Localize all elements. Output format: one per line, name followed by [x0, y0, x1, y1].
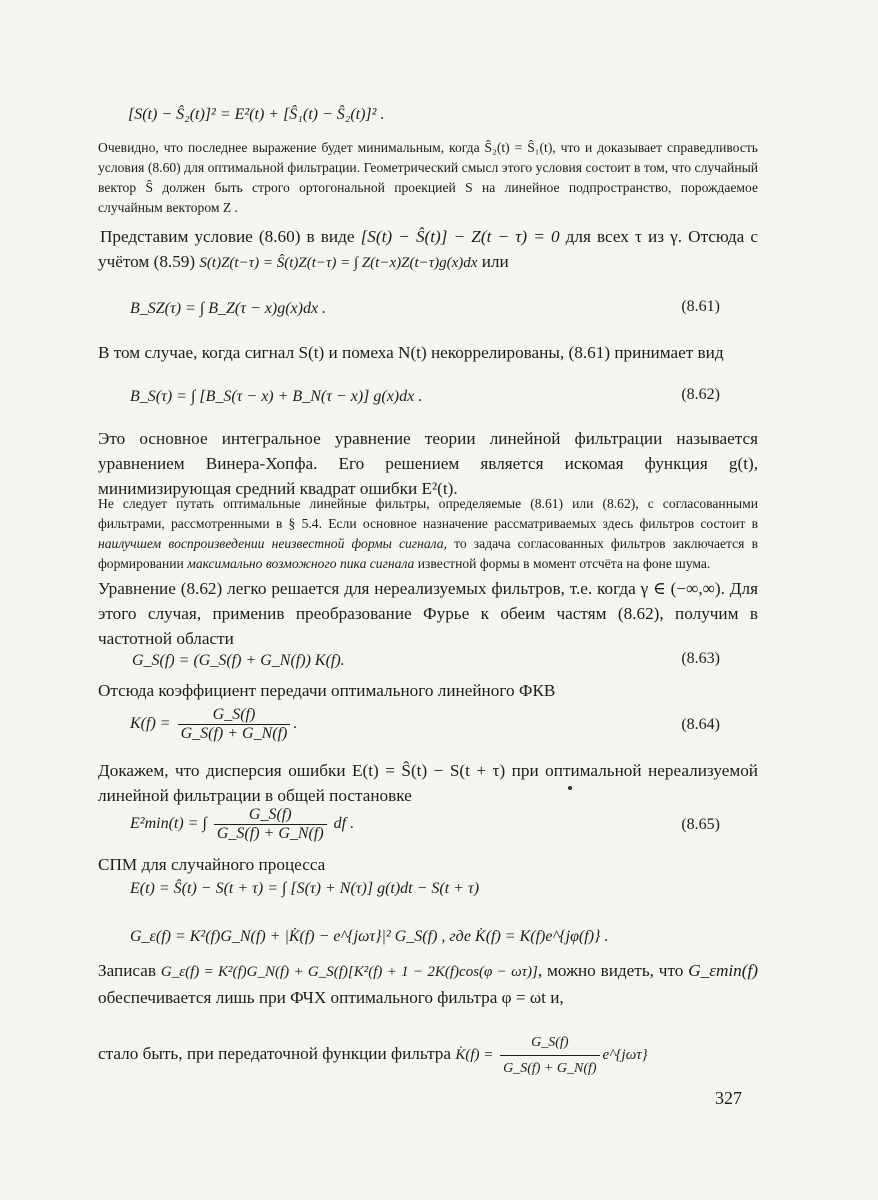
paragraph-4: Это основное интегральное уравнение теории линейной фильтрации называется уравнением Винера-Хопфа. Его решением является искомая функция g(t), минимизирующая средний квадрат ошибки E²(t). [98, 429, 758, 498]
equation-top: [S(t) − Ŝ₂(t)]² = E²(t) + [Ŝ₁(t) − Ŝ₂(t)]² . [128, 106, 385, 123]
equation-number: (8.61) [681, 298, 720, 315]
paragraph-10: Записав G_ε(f) = K²(f)G_N(f) + G_S(f)[K²(f) + 1 − 2K(f)cos(φ − ωτ)], можно видеть, что G_εmin(f) обеспечивается лишь при ФЧХ оптимального фильтра φ = ωt и, [98, 961, 758, 1007]
equation-number: (8.63) [681, 650, 720, 667]
equation-8-64: K(f) = $\frac{G\_S(f)}{G\_S(f) + G\_N(f)}$ . [130, 706, 298, 742]
equation-spectral-density: G_ε(f) = K²(f)G_N(f) + |K̇(f) − e^{jωτ}|² G_S(f) , где K̇(f) = K(f)e^{jφ(f)} . [130, 928, 609, 945]
equation-8-61: B_SZ(τ) = ∫ B_Z(τ − x)g(x)dx . [130, 300, 327, 317]
equation-8-62: B_S(τ) = ∫ [B_S(τ − x) + B_N(τ − x)] g(x)dx . [130, 388, 423, 405]
paragraph-7: Отсюда коэффициент передачи оптимального линейного ФКВ [98, 681, 556, 700]
paragraph-3: В том случае, когда сигнал S(t) и помеха N(t) некоррелированы, (8.61) принимает вид [98, 343, 724, 362]
inline-formula: G_εmin(f) [688, 961, 758, 980]
inline-formula: G_ε(f) = K²(f)G_N(f) + G_S(f)[K²(f) + 1 − 2K(f)cos(φ − ωτ)] [160, 964, 538, 980]
emphasis: максимально возможного пика сигнала [187, 556, 415, 571]
inline-formula: [S(t) − Ŝ(t)] − Z(t − τ) = 0 [360, 227, 560, 246]
paragraph-1: Очевидно, что последнее выражение будет минимальным, когда Ŝ₂(t) = Ŝ₁(t), что и доказывает справедливость условия (8.60) для оптимальной фильтрации. Геометрический смысл этого условия состоит в том, что случайный вектор Ŝ должен быть строго ортогональной проекцией S на линейное подпространство, порождаемое случайным вектором Z . [98, 140, 758, 215]
equation-number: (8.65) [681, 816, 720, 833]
paragraph-5: Не следует путать оптимальные линейные фильтры, определяемые (8.61) или (8.62), с согласованными фильтрами, рассмотренными в § 5.4. Если основное назначение рассматриваемых здесь фильтров состоит в наилучшем воспроизведении неизвестной формы сигнала, то задача согласованных фильтров заключается в формировании максимально возможного пика сигнала известной формы в момент отсчёта на фоне шума. [98, 496, 758, 571]
equation-number: (8.64) [681, 716, 720, 733]
paragraph-8: Докажем, что дисперсия ошибки E(t) = Ŝ(t) − S(t + τ) при оптимальной нереализуемой линейной фильтрации в общей постановке [98, 761, 758, 805]
inline-formula: K̇(f) = $\frac{G\_S(f)}{G\_S(f) + G\_N(f)}$ e^{jωτ} [455, 1047, 647, 1063]
paragraph-2: Представим условие (8.60) в виде [S(t) − Ŝ(t)] − Z(t − τ) = 0 для всех τ из γ. Отсюда с учётом (8.59) S(t)Z(t−τ) = Ŝ(t)Z(t−τ) = ∫ Z(t−x)Z(t−τ)g(x)dx или [98, 227, 759, 271]
paragraph-11: стало быть, при передаточной функции фильтра K̇(f) = $\frac{G\_S(f)}{G\_S(f) + G\_N(f)}$ e^{jωτ} [98, 1030, 758, 1081]
stray-mark [568, 786, 572, 790]
equation-error: E(t) = Ŝ(t) − S(t + τ) = ∫ [S(τ) + N(τ)] g(t)dt − S(t + τ) [130, 880, 480, 897]
equation-8-65: E²min(t) = ∫ $\frac{G\_S(f)}{G\_S(f) + G\_N(f)}$ df . [130, 806, 355, 842]
emphasis: наилучшем воспроизведении неизвестной формы сигнала [98, 536, 444, 551]
inline-formula: S(t)Z(t−τ) = Ŝ(t)Z(t−τ) = ∫ Z(t−x)Z(t−τ)g(x)dx [199, 255, 478, 271]
page-number: 327 [715, 1088, 742, 1108]
paragraph-9: СПМ для случайного процесса [98, 855, 326, 874]
equation-8-63: G_S(f) = (G_S(f) + G_N(f)) K(f). [132, 652, 345, 669]
equation-number: (8.62) [681, 386, 720, 403]
paragraph-6: Уравнение (8.62) легко решается для нереализуемых фильтров, т.е. когда γ ∈ (−∞,∞). Для этого случая, применив преобразование Фурье к обеим частям (8.62), получим в частотной области [98, 579, 758, 648]
